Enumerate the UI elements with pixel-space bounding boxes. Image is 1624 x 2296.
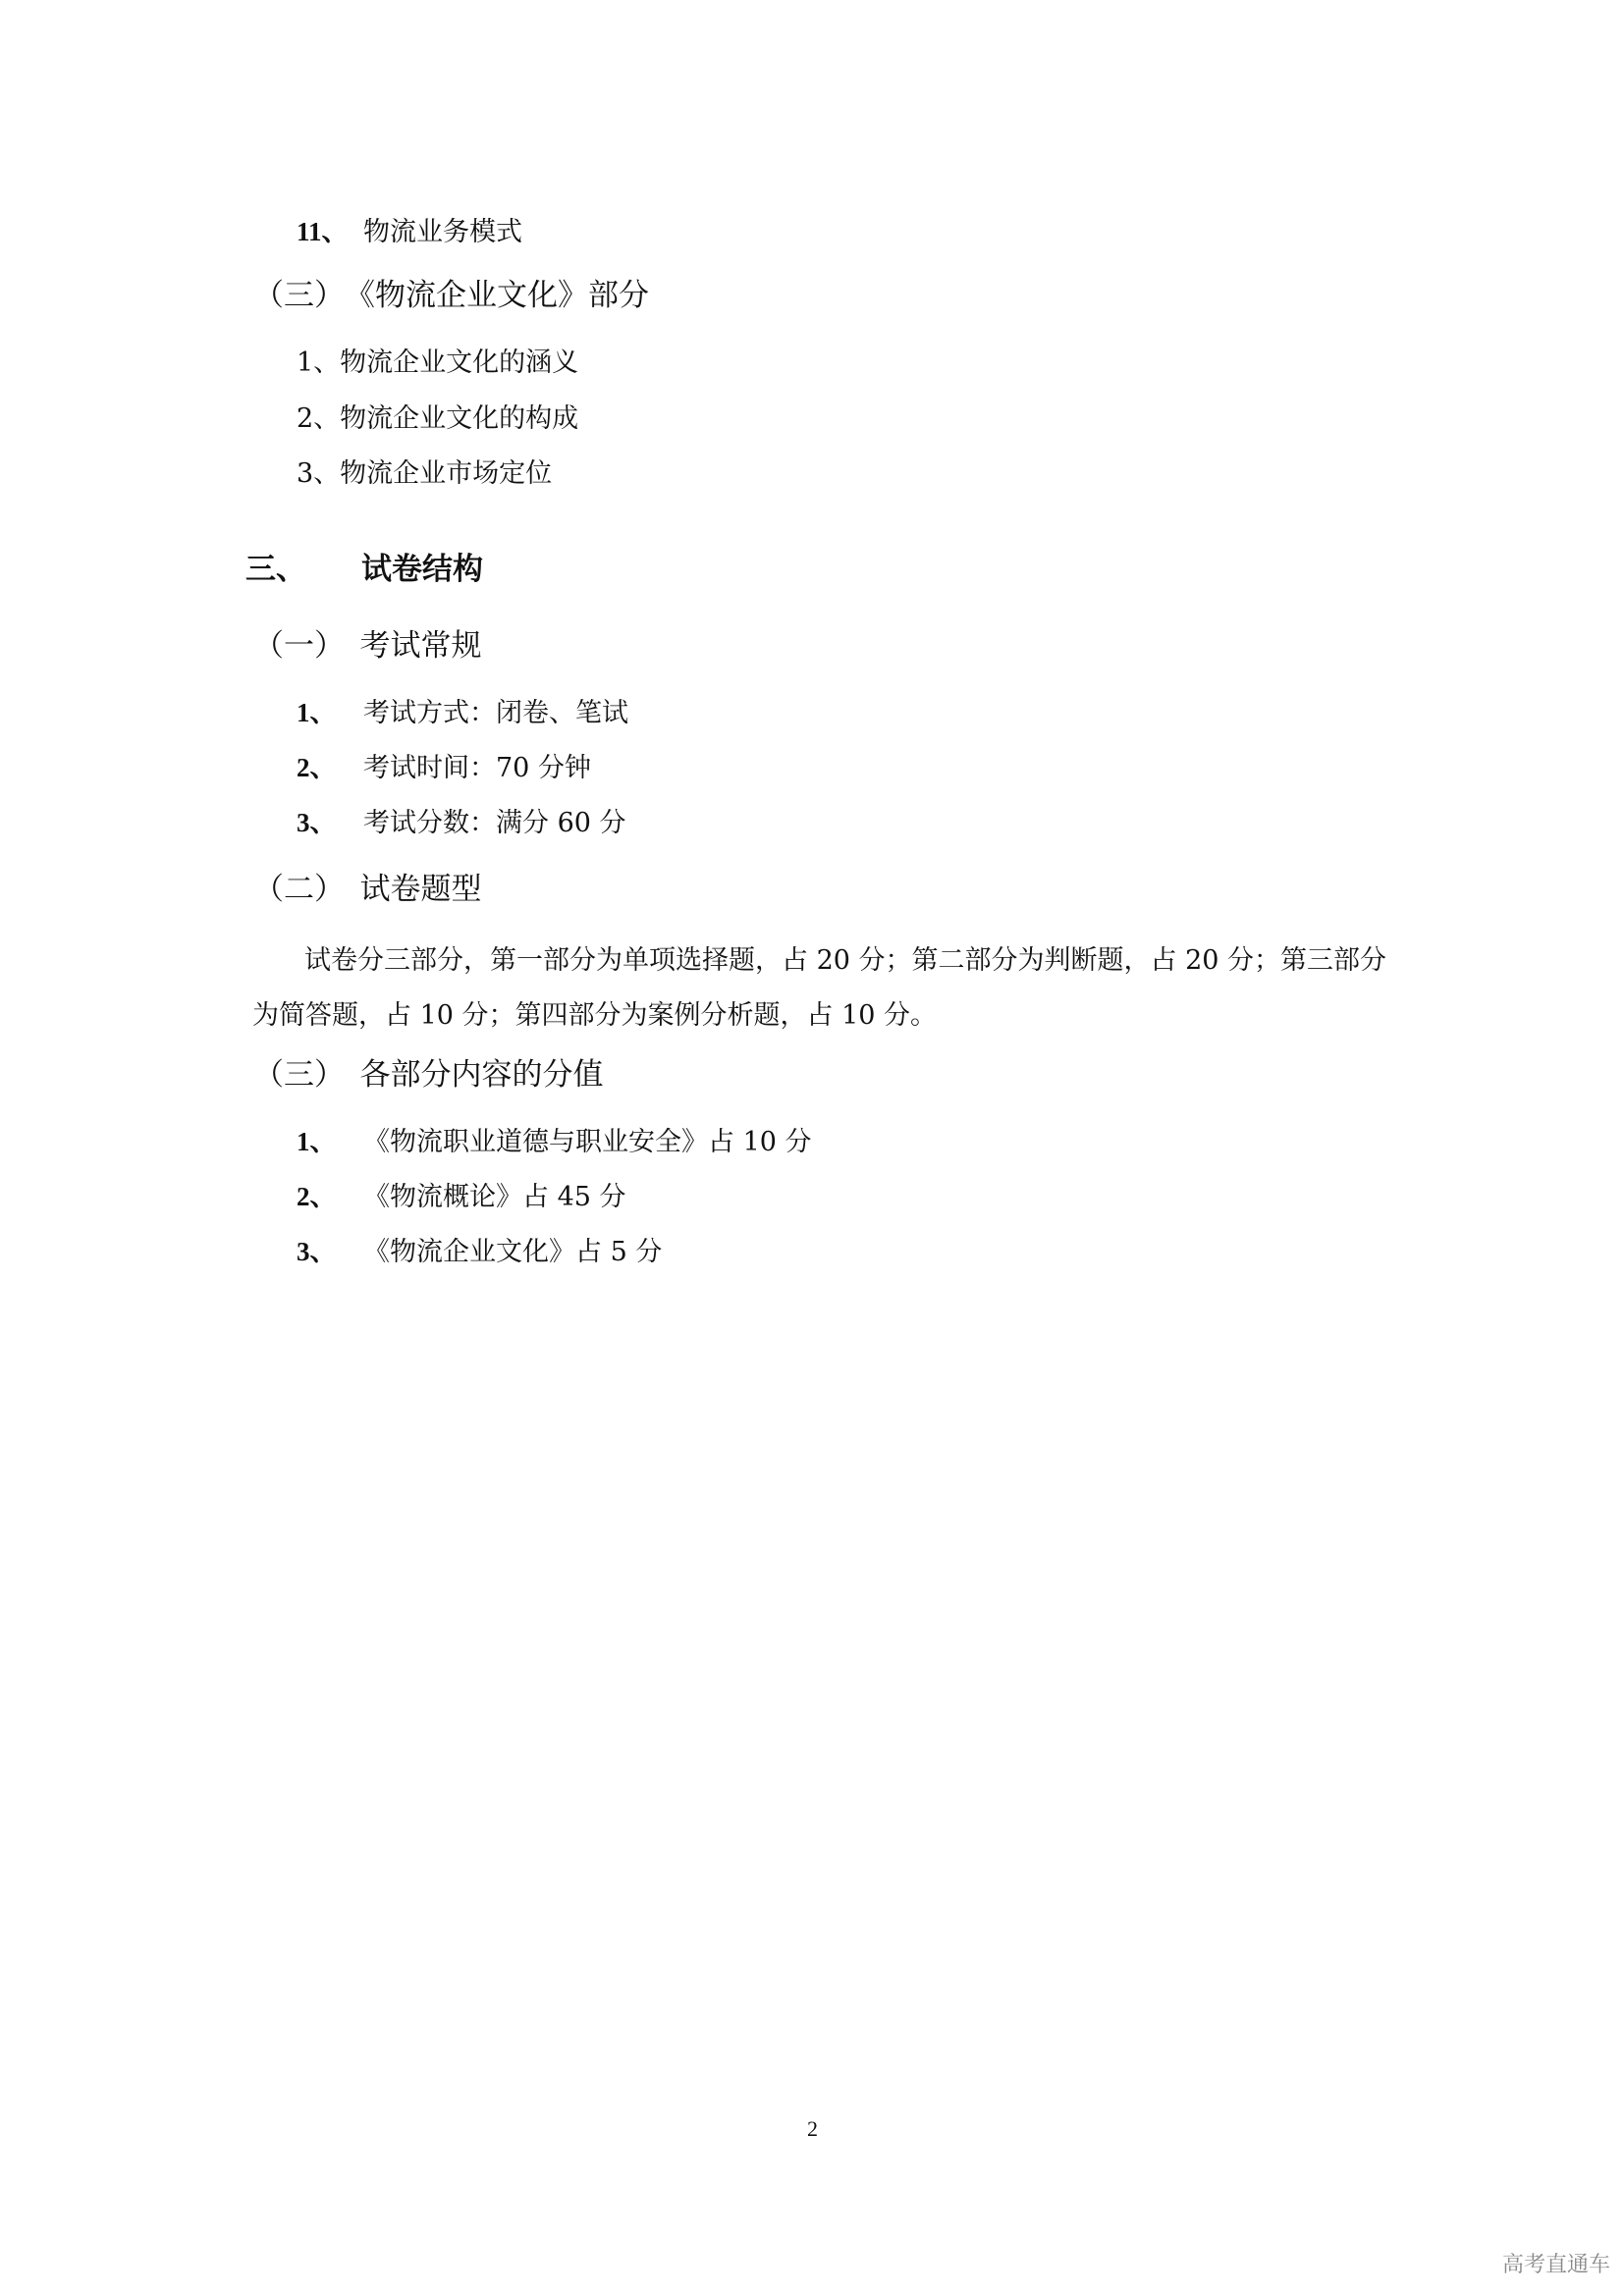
- list-item: [297, 1125, 812, 1159]
- item-text: 《物流企业文化》占 5 分: [363, 1237, 663, 1267]
- part-number: 三、: [245, 552, 306, 587]
- list-item: 2、物流企业文化的构成: [297, 403, 579, 434]
- list-item: [297, 806, 626, 840]
- list-item: [297, 751, 591, 785]
- section-heading: （二） 试卷题型: [253, 872, 482, 907]
- part-heading: [245, 553, 483, 586]
- item-number: 1、: [297, 1127, 337, 1156]
- item-text: 《物流概论》占 45 分: [363, 1182, 626, 1212]
- part-title: 试卷结构: [361, 552, 483, 587]
- watermark: 高考直通车: [1501, 2253, 1610, 2277]
- item-text: 考试分数：满分 60 分: [363, 808, 626, 838]
- item-number: 2、: [297, 1182, 337, 1211]
- paragraph: 试卷分三部分，第一部分为单项选择题，占 20 分；第二部分为判断题，占 20 分；第三部分为简答题，占 10 分；第四部分为案例分析题，占 10 分。: [252, 945, 1387, 1031]
- item-number: 1、: [297, 698, 337, 727]
- list-item: [297, 215, 522, 249]
- item-text: 《物流职业道德与职业安全》占 10 分: [363, 1127, 812, 1157]
- item-number: 3、: [297, 1237, 337, 1266]
- item-text: 考试方式：闭卷、笔试: [363, 698, 628, 728]
- list-item: [297, 696, 628, 730]
- page-number: 2: [807, 2116, 818, 2141]
- item-number: 3、: [297, 808, 337, 837]
- list-item: 1、物流企业文化的涵义: [297, 347, 579, 378]
- item-number: 11、: [297, 217, 349, 246]
- list-item: [297, 1235, 662, 1269]
- section-heading: （一） 考试常规: [253, 628, 482, 664]
- item-text: 考试时间：70 分钟: [363, 753, 591, 783]
- item-text: 物流业务模式: [363, 217, 522, 247]
- list-item: 3、物流企业市场定位: [297, 458, 553, 489]
- section-heading: （三） 《物流企业文化》部分: [253, 278, 649, 313]
- item-number: 2、: [297, 753, 337, 782]
- list-item: [297, 1180, 626, 1214]
- section-heading: （三） 各部分内容的分值: [253, 1057, 604, 1093]
